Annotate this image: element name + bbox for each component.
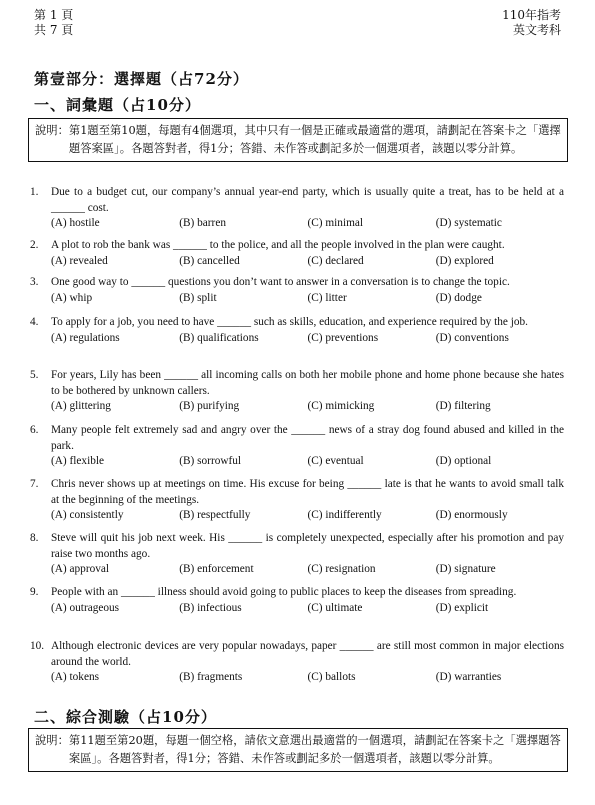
instructions-box-comprehensive bbox=[28, 728, 568, 772]
question-text: One good way to ______ questions you don’t want to answer in a conversation is to change the topic. bbox=[51, 276, 510, 288]
question-item bbox=[30, 315, 564, 346]
answer-option: (D) explored bbox=[435, 254, 494, 267]
instructions-label: 說明： bbox=[35, 124, 69, 137]
subject-name: 英文考科 bbox=[512, 23, 561, 37]
answer-option: (C) minimal bbox=[307, 217, 364, 229]
option-row bbox=[30, 216, 564, 232]
question-number: 7. bbox=[30, 478, 39, 490]
part-title: 第壹部分：選擇題（占72分） bbox=[34, 70, 249, 88]
instructions-text: 第11題至第20題，每題一個空格，請依文意選出最適當的一個選項，請劃記在答案卡之「選擇題答案區」。各題答對者，得1分；答錯、未作答或劃記多於一個選項者，該題以零分計算。 bbox=[68, 734, 561, 765]
answer-option: (C) mimicking bbox=[307, 400, 375, 412]
question-item bbox=[30, 585, 564, 616]
answer-option: (B) cancelled bbox=[179, 254, 240, 267]
question-number: 5. bbox=[30, 369, 39, 381]
answer-option: (D) enormously bbox=[435, 509, 508, 521]
instructions-label: 說明： bbox=[35, 734, 69, 747]
question-item bbox=[30, 185, 564, 232]
answer-option: (D) warranties bbox=[435, 671, 502, 683]
answer-option: (A) revealed bbox=[51, 254, 108, 267]
option-row bbox=[30, 254, 564, 270]
question-number: 4. bbox=[30, 316, 39, 328]
question-text: A plot to rob the bank was ______ to the police, and all the people involved in the plan were caught. bbox=[51, 239, 505, 251]
question-item bbox=[30, 238, 564, 269]
answer-option: (B) infectious bbox=[179, 601, 242, 614]
question-item bbox=[30, 639, 564, 686]
section-title-vocabulary: 一、詞彙題（占10分） bbox=[34, 96, 201, 114]
answer-option: (A) regulations bbox=[51, 331, 120, 344]
instructions-box-vocabulary bbox=[28, 118, 568, 162]
answer-option: (A) consistently bbox=[51, 509, 124, 521]
answer-option: (C) litter bbox=[307, 291, 347, 304]
answer-option: (B) fragments bbox=[179, 671, 243, 683]
question-text: For years, Lily has been ______ all incoming calls on both her mobile phone and home phone because she hates to be bothered by unknown callers. bbox=[51, 369, 564, 397]
answer-option: (C) ultimate bbox=[307, 601, 363, 614]
question-number: 6. bbox=[30, 424, 39, 436]
page-total: 共 7 頁 bbox=[34, 23, 74, 37]
question-number: 2. bbox=[30, 239, 39, 251]
answer-option: (C) indifferently bbox=[307, 509, 382, 521]
question-number: 1. bbox=[30, 186, 39, 198]
question-number: 10. bbox=[30, 640, 45, 652]
question-item bbox=[30, 531, 564, 578]
answer-option: (A) approval bbox=[51, 563, 110, 575]
answer-option: (D) optional bbox=[435, 455, 492, 467]
question-text: Due to a budget cut, our company’s annual year-end party, which is usually quite a treat, has to be held at a ______ cost. bbox=[51, 186, 564, 214]
page-number: 第 1 頁 bbox=[34, 8, 74, 22]
page-header-right bbox=[502, 8, 561, 38]
question-text: Steve will quit his job next week. His ______ is completely unexpected, especially after his promotion and pay raise two months ago. bbox=[51, 532, 564, 560]
answer-option: (D) systematic bbox=[435, 217, 502, 229]
answer-option: (D) dodge bbox=[435, 291, 482, 304]
answer-option: (C) resignation bbox=[307, 563, 376, 575]
option-row bbox=[30, 399, 564, 415]
question-text: People with an ______ illness should avoid going to public places to keep the diseases from spreading. bbox=[51, 586, 517, 598]
question-item bbox=[30, 477, 564, 524]
option-row bbox=[30, 331, 564, 347]
question-item bbox=[30, 368, 564, 415]
answer-option: (B) split bbox=[179, 291, 217, 304]
option-row bbox=[30, 562, 564, 578]
option-row bbox=[30, 508, 564, 524]
answer-option: (B) enforcement bbox=[179, 563, 254, 575]
answer-option: (D) conventions bbox=[435, 331, 509, 344]
answer-option: (C) preventions bbox=[307, 331, 379, 344]
answer-option: (A) flexible bbox=[51, 455, 105, 467]
answer-option: (A) glittering bbox=[51, 400, 111, 412]
answer-option: (C) ballots bbox=[307, 671, 356, 683]
option-row bbox=[30, 291, 564, 307]
answer-option: (C) declared bbox=[307, 254, 364, 267]
answer-option: (A) tokens bbox=[51, 671, 100, 683]
exam-year: 110年指考 bbox=[502, 8, 561, 22]
question-text: Chris never shows up at meetings on time. His excuse for being ______ late is that he wants to avoid small talk at the beginning of the meetings. bbox=[51, 478, 564, 506]
answer-option: (B) purifying bbox=[179, 400, 240, 412]
answer-option: (B) qualifications bbox=[179, 331, 259, 344]
answer-option: (B) barren bbox=[179, 217, 226, 229]
question-item bbox=[30, 423, 564, 470]
option-row bbox=[30, 601, 564, 617]
question-text: Although electronic devices are very popular nowadays, paper ______ are still most common in major elections around the world. bbox=[51, 640, 564, 668]
page-header-left bbox=[34, 8, 73, 38]
answer-option: (D) signature bbox=[435, 563, 496, 575]
answer-option: (A) hostile bbox=[51, 217, 100, 229]
section-title-comprehensive: 二、綜合測驗（占10分） bbox=[34, 708, 217, 726]
option-row bbox=[30, 454, 564, 470]
question-text: To apply for a job, you need to have ______ such as skills, education, and experience required by the job. bbox=[51, 316, 528, 328]
question-text: Many people felt extremely sad and angry over the ______ news of a stray dog found abused and killed in the park. bbox=[51, 424, 564, 452]
answer-option: (A) whip bbox=[51, 291, 93, 304]
question-number: 3. bbox=[30, 276, 39, 288]
answer-option: (B) respectfully bbox=[179, 509, 251, 521]
answer-option: (A) outrageous bbox=[51, 601, 120, 614]
answer-option: (D) explicit bbox=[435, 601, 489, 614]
answer-option: (C) eventual bbox=[307, 455, 364, 467]
question-item bbox=[30, 275, 564, 306]
question-number: 8. bbox=[30, 532, 39, 544]
answer-option: (D) filtering bbox=[435, 400, 491, 412]
instructions-text: 第1題至第10題，每題有4個選項，其中只有一個是正確或最適當的選項，請劃記在答案卡之「選擇題答案區」。各題答對者，得1分；答錯、未作答或劃記多於一個選項者，該題以零分計算。 bbox=[68, 124, 561, 155]
option-row bbox=[30, 670, 564, 686]
question-number: 9. bbox=[30, 586, 39, 598]
answer-option: (B) sorrowful bbox=[179, 455, 242, 467]
